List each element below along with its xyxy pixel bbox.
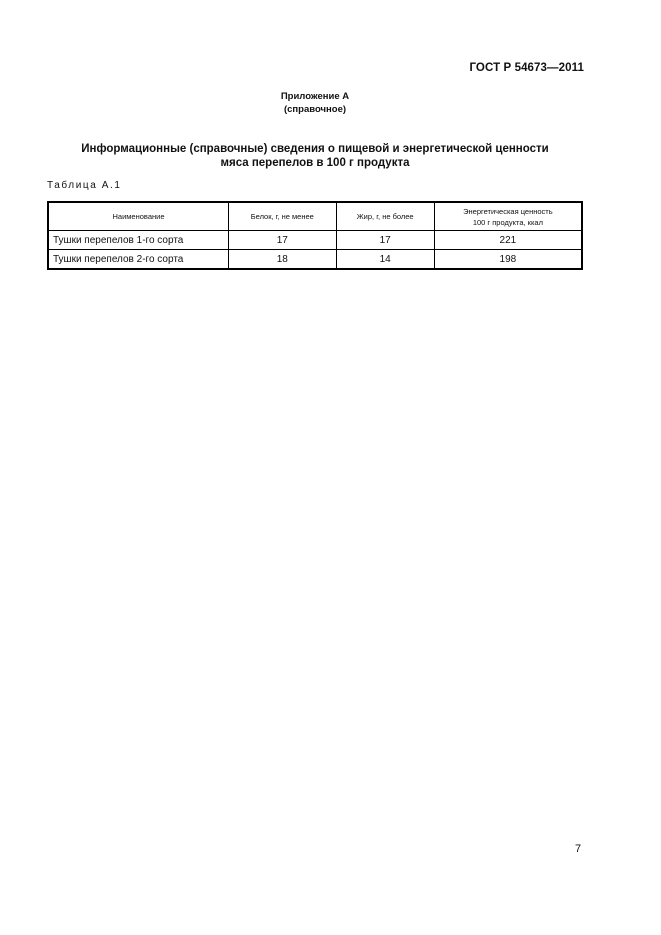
cell-name: Тушки перепелов 1-го сорта [48, 231, 229, 250]
appendix-status: (справочное) [283, 104, 347, 115]
cell-fat: 14 [336, 250, 434, 270]
appendix-title: Приложение А [280, 91, 350, 102]
document-code: ГОСТ Р 54673—2011 [469, 62, 584, 74]
table-header-row [48, 202, 582, 231]
table-caption: Таблица А.1 [47, 180, 122, 191]
cell-energy: 198 [434, 250, 582, 270]
header-protein: Белок, г, не менее [229, 202, 337, 231]
header-name: Наименование [48, 202, 229, 231]
cell-energy: 221 [434, 231, 582, 250]
header-energy-line1: Энергетическая ценность [463, 206, 553, 216]
header-fat: Жир, г, не более [336, 202, 434, 231]
page-number: 7 [575, 843, 582, 855]
section-heading-line2: мяса перепелов в 100 г продукта [220, 157, 410, 169]
header-energy [434, 202, 582, 231]
table-row [48, 231, 582, 250]
nutrition-table [47, 201, 583, 270]
cell-protein: 18 [229, 250, 337, 270]
cell-name: Тушки перепелов 2-го сорта [48, 250, 229, 270]
cell-protein: 17 [229, 231, 337, 250]
section-heading-line1: Информационные (справочные) сведения о пищевой и энергетической ценности [81, 143, 549, 155]
table-row [48, 250, 582, 270]
cell-fat: 17 [336, 231, 434, 250]
header-energy-line2: 100 г продукта, ккал [472, 217, 543, 227]
